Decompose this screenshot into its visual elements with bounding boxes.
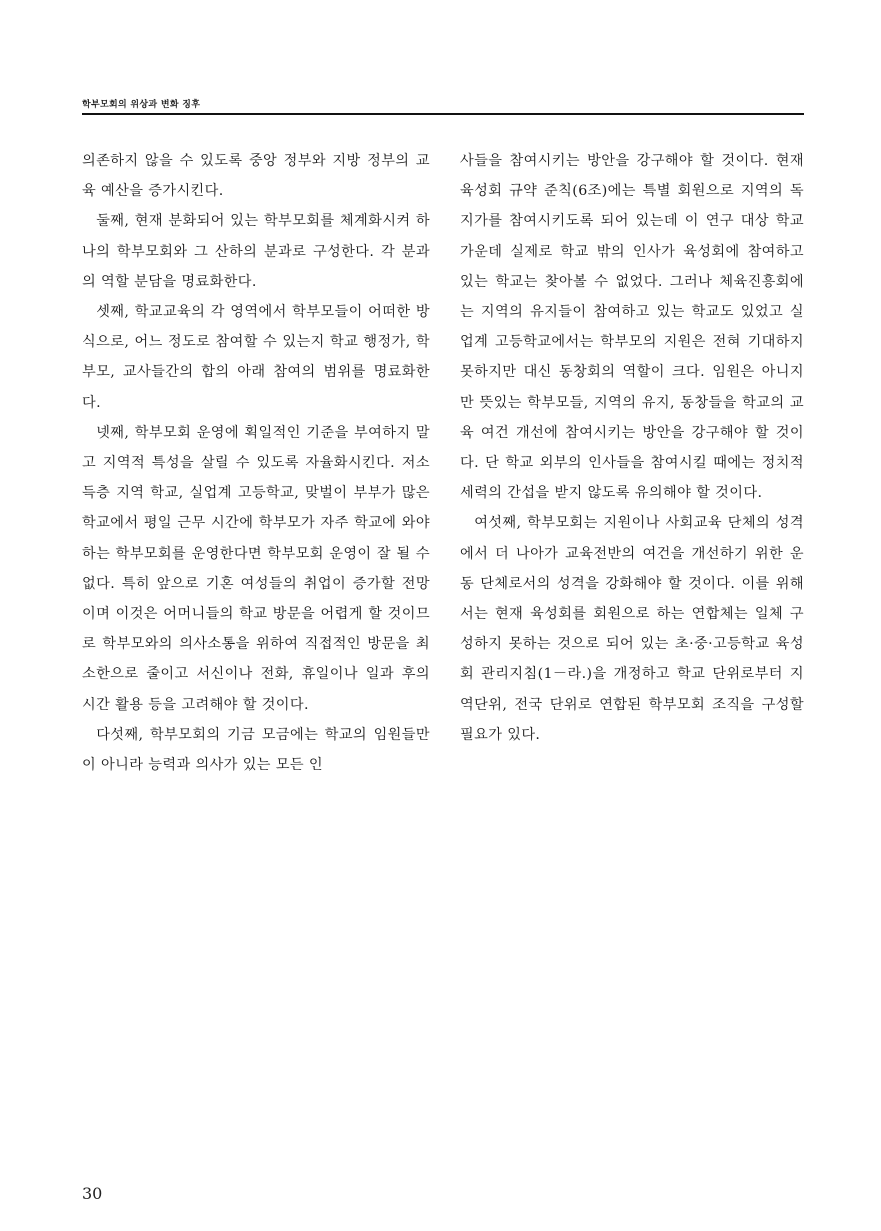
paragraph-fifth: 다섯째, 학부모회의 기금 모금에는 학교의 임원들만이 아니라 능력과 의사가 있는 모든 인 — [82, 726, 430, 774]
paragraph-sixth: 여섯째, 학부모회는 지원이나 사회교육 단체의 성격에서 더 나아가 교육전반의 여건을 개선하기 위한 운동 단체로서의 성격을 강화해야 할 것이다. 이를 위해서는 현재 육성회를 회원으로 하는 연합체는 일체 구성하지 못하는 것으로 되어 있는 초·중·고등학교 육성회 관리지침(1－라.)을 개정하고 학교 단위로부터 지역단위, 전국 단위로 연합된 학부모회 조직을 구성할 필요가 있다. — [460, 515, 804, 743]
paragraph-fourth: 넷째, 학부모회 운영에 획일적인 기준을 부여하지 말고 지역적 특성을 살릴 수 있도록 자율화시킨다. 저소득층 지역 학교, 실업계 고등학교, 맞벌이 부부가 많은 학교에서 평일 근무 시간에 학부모가 자주 학교에 와야 하는 학부모회를 운영한다면 학부모회 운영이 잘 될 수 없다. 특히 앞으로 기혼 여성들의 취업이 증가할 전망이며 이것은 어머니들의 학교 방문을 어렵게 할 것이므로 학부모와의 의사소통을 위하여 직접적인 방문을 최소한으로 줄이고 서신이나 전화, 휴일이나 일과 후의 시간 활용 등을 고려해야 할 것이다. — [82, 424, 430, 713]
header-rule — [82, 113, 804, 115]
paragraph-fifth-continued: 사들을 참여시키는 방안을 강구해야 할 것이다. 현재 육성회 규약 준칙(6조)에는 특별 회원으로 지역의 독지가를 참여시키도록 되어 있는데 이 연구 대상 학교 가운데 실제로 학교 밖의 인사가 육성회에 참여하고 있는 학교는 찾아볼 수 없었다. 그러나 체육진흥회에는 지역의 유지들이 참여하고 있는 학교도 있었고 실업계 고등학교에서는 학부모의 지원은 전혀 기대하지 못하지만 대신 동창회의 역할이 크다. 임원은 아니지만 뜻있는 학부모들, 지역의 유지, 동창들을 학교의 교육 여건 개선에 참여시키는 방안을 강구해야 할 것이다. 단 학교 외부의 인사들을 참여시킬 때에는 정치적 세력의 간섭을 받지 않도록 유의해야 할 것이다. — [460, 153, 804, 502]
running-header: 학부모회의 위상과 변화 징후 — [82, 100, 201, 110]
right-column — [460, 146, 804, 750]
paragraph-second: 둘째, 현재 분화되어 있는 학부모회를 체계화시켜 하나의 학부모회와 그 산하의 분과로 구성한다. 각 분과의 역할 분담을 명료화한다. — [82, 213, 430, 290]
paragraph-continuation: 의존하지 않을 수 있도록 중앙 정부와 지방 정부의 교육 예산을 증가시킨다. — [82, 153, 430, 200]
paragraph-third: 셋째, 학교교육의 각 영역에서 학부모들이 어떠한 방식으로, 어느 정도로 참여할 수 있는지 학교 행정가, 학부모, 교사들간의 합의 아래 참여의 범위를 명료화한다. — [82, 304, 430, 411]
page-number: 30 — [82, 1184, 103, 1203]
left-column — [82, 146, 430, 780]
